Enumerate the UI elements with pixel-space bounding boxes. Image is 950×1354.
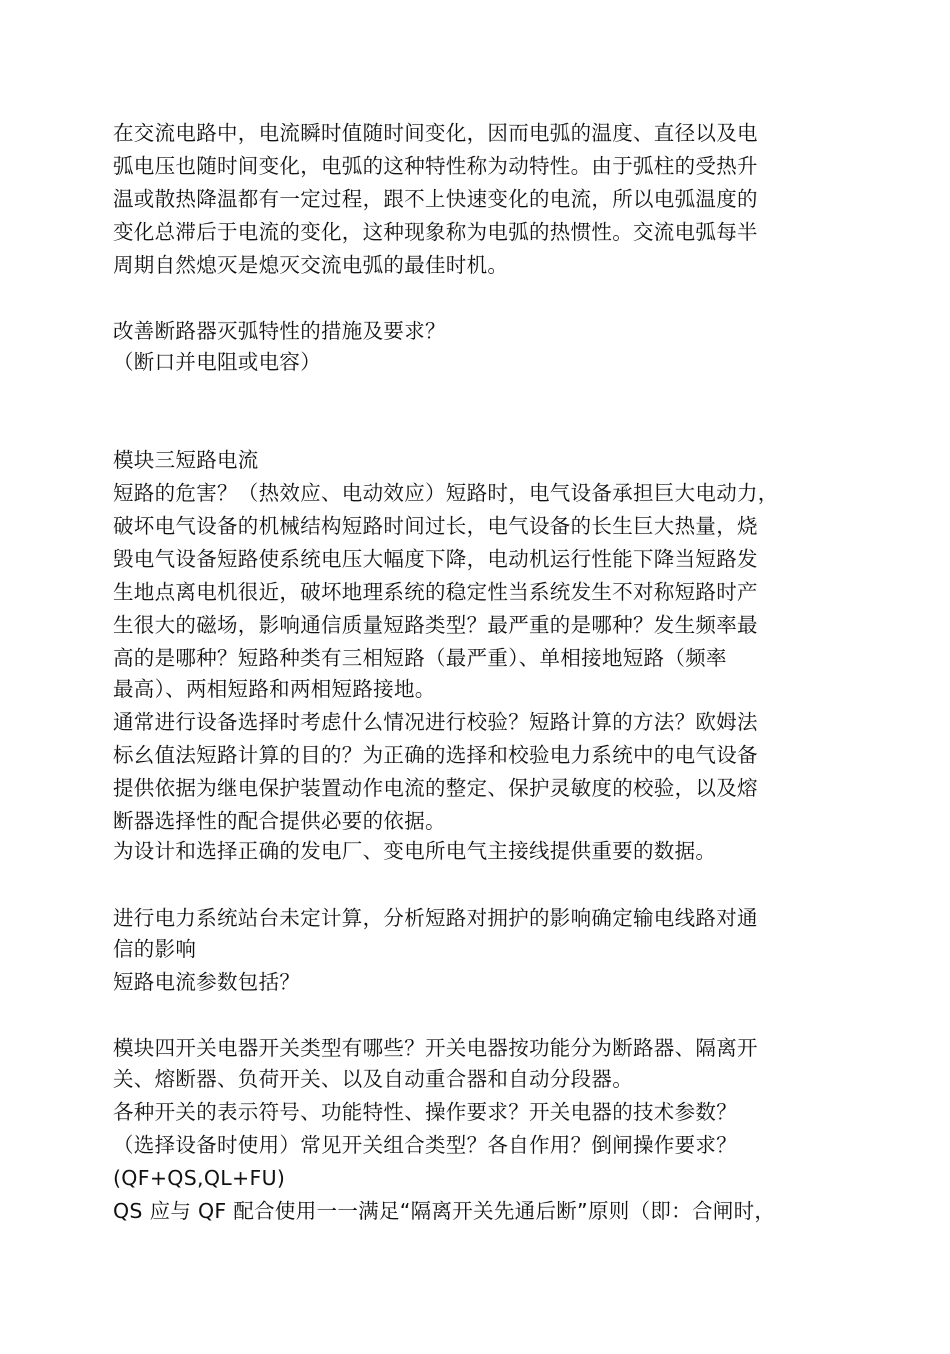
- paragraph-line: 变化总滞后于电流的变化，这种现象称为电弧的热惯性。交流电弧每半: [113, 220, 758, 244]
- question-line: （选择设备时使用）常见开关组合类型？各自作用？倒闸操作要求？: [113, 1133, 737, 1157]
- paragraph-line: 生地点离电机很近，破坏地理系统的稳定性当系统发生不对称短路时产: [113, 580, 758, 604]
- paragraph-line: 断器选择性的配合提供必要的依据。: [113, 809, 446, 833]
- paragraph-line: 温或散热降温都有一定过程，跟不上快速变化的电流，所以电弧温度的: [113, 187, 758, 211]
- paragraph-line: 提供依据为继电保护装置动作电流的整定、保护灵敏度的校验，以及熔: [113, 776, 758, 800]
- paragraph-line: 高的是哪种？短路种类有三相短路（最严重）、单相接地短路（频率: [113, 646, 727, 670]
- paragraph-line: 周期自然熄灭是熄灭交流电弧的最佳时机。: [113, 253, 509, 277]
- answer-line: （断口并电阻或电容）: [113, 350, 321, 374]
- section-heading: 模块四开关电器开关类型有哪些？开关电器按功能分为断路器、隔离开: [113, 1036, 758, 1060]
- paragraph-line: 在交流电路中，电流瞬时值随时间变化，因而电弧的温度、直径以及电: [113, 121, 758, 145]
- formula-line: (QF+QS,QL+FU): [113, 1166, 286, 1190]
- question-line: 各种开关的表示符号、功能特性、操作要求？开关电器的技术参数？: [113, 1100, 737, 1124]
- paragraph-line: 破坏电气设备的机械结构短路时间过长，电气设备的长生巨大热量，烧: [113, 514, 758, 538]
- paragraph-line: 标幺值法短路计算的目的？为正确的选择和校验电力系统中的电气设备: [113, 743, 758, 767]
- paragraph-line: 信的影响: [113, 937, 197, 961]
- section-heading: 模块三短路电流: [113, 448, 259, 472]
- paragraph-line: 弧电压也随时间变化，电弧的这种特性称为动特性。由于弧柱的受热升: [113, 154, 758, 178]
- paragraph-line: 关、熔断器、负荷开关、以及自动重合器和自动分段器。: [113, 1067, 633, 1091]
- paragraph-line: 毁电气设备短路使系统电压大幅度下降，电动机运行性能下降当短路发: [113, 547, 758, 571]
- question-line: 改善断路器灭弧特性的措施及要求？: [113, 319, 446, 343]
- paragraph-line: 生很大的磁场，影响通信质量短路类型？最严重的是哪种？发生频率最: [113, 613, 758, 637]
- paragraph-line: QS 应与 QF 配合使用一一满足“隔离开关先通后断”原则（即：合闸时，: [113, 1199, 776, 1223]
- paragraph-line: 通常进行设备选择时考虑什么情况进行校验？短路计算的方法？欧姆法: [113, 710, 758, 734]
- paragraph-line: 为设计和选择正确的发电厂、变电所电气主接线提供重要的数据。: [113, 839, 717, 863]
- question-line: 短路电流参数包括？: [113, 970, 301, 994]
- paragraph-line: 短路的危害？（热效应、电动效应）短路时，电气设备承担巨大电动力，: [113, 481, 779, 505]
- paragraph-line: 进行电力系统站台未定计算，分析短路对拥护的影响确定输电线路对通: [113, 906, 758, 930]
- paragraph-line: 最高）、两相短路和两相短路接地。: [113, 677, 436, 701]
